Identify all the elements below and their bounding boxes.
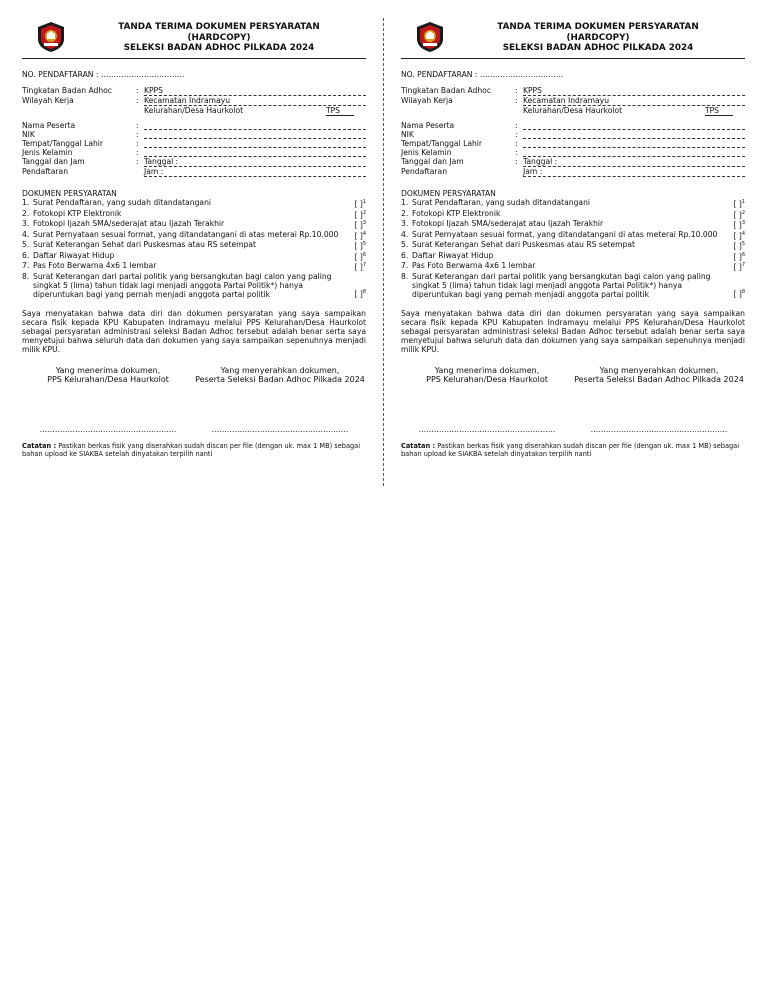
checklist-item: 2. Fotokopi KTP Elektronik [ ]$^2$ — [401, 208, 745, 220]
checkbox-bracket: [ ]$^2$ — [733, 209, 745, 220]
field-value-tanggal: Tanggal : — [523, 157, 745, 167]
field-label: Jenis Kelamin — [22, 148, 73, 157]
field-nik — [22, 130, 366, 139]
field-value-tanggal: Tanggal : — [144, 157, 366, 167]
field-label: NIK — [401, 130, 414, 139]
field-label: Tingkatan Badan Adhoc — [401, 86, 492, 95]
field-label: Nama Peserta — [22, 121, 76, 130]
field-colon: : — [515, 121, 518, 130]
signature-lines — [22, 425, 366, 434]
field-nik — [401, 130, 745, 139]
cut-line-divider — [383, 18, 384, 486]
document-checklist — [22, 189, 366, 299]
checklist-item: 4. Surat Pernyataan sesuai format, yang ditandatangani di atas meterai Rp.10.000 [ ]$^4$ — [22, 229, 366, 241]
signature-submitter: Yang menyerahkan dokumen, Peserta Seleksi Badan Adhoc Pilkada 2024 — [195, 365, 365, 385]
field-jk — [401, 148, 745, 157]
signature-block — [22, 366, 366, 385]
field-nama — [401, 121, 745, 130]
checklist-item: 6. Daftar Riwayat Hidup [ ]$^6$ — [401, 250, 745, 262]
field-colon: : — [515, 157, 518, 166]
checkbox-bracket: [ ]$^2$ — [354, 209, 366, 220]
signature-receiver: Yang menerima dokumen, PPS Kelurahan/Desa Haurkolot — [426, 365, 548, 385]
participant-fields — [401, 86, 745, 177]
checklist-item: 1. Surat Pendaftaran, yang sudah ditandatangani [ ]$^1$ — [401, 198, 745, 209]
title-line-3: SELEKSI BADAN ADHOC PILKADA 2024 — [502, 43, 694, 53]
kpu-logo-icon — [36, 21, 66, 53]
checklist-heading: DOKUMEN PERSYARATAN — [401, 189, 496, 198]
field-jam — [22, 167, 366, 177]
receipt-title-block — [451, 22, 745, 54]
field-value-tingkatan: KPPS — [523, 86, 745, 96]
title-line-2: (HARDCOPY) — [187, 32, 251, 43]
checkbox-bracket: [ ]$^4$ — [354, 230, 366, 241]
checklist-item: 4. Surat Pernyataan sesuai format, yang ditandatangani di atas meterai Rp.10.000 [ ]$^4$ — [401, 229, 745, 241]
field-wilayah — [401, 96, 745, 106]
field-tingkatan — [401, 86, 745, 96]
field-colon: : — [136, 157, 139, 166]
footnote-text: Pastikan berkas fisik yang diserahkan sudah discan per file (dengan uk. max 1 MB) sebagai bahan upload ke SIAKBA setelah dinyatakan terpilih nanti — [401, 441, 740, 458]
checklist-item: 3. Fotokopi Ijazah SMA/sederajat atau Ijazah Terakhir [ ]$^3$ — [401, 219, 745, 230]
field-nama — [22, 121, 366, 130]
signature-line-submitter: ……………………………………………… — [590, 424, 728, 434]
checklist-item: 3. Fotokopi Ijazah SMA/sederajat atau Ijazah Terakhir [ ]$^3$ — [22, 219, 366, 230]
field-value-wilayah: Kecamatan Indramayu — [144, 96, 366, 106]
field-value-nik — [523, 130, 745, 139]
title-line-1: TANDA TERIMA DOKUMEN PERSYARATAN — [118, 22, 320, 32]
field-colon: : — [136, 121, 139, 130]
signature-receiver: Yang menerima dokumen, PPS Kelurahan/Desa Haurkolot — [47, 365, 169, 385]
checkbox-bracket: [ ]$^6$ — [733, 251, 745, 262]
checkbox-bracket: [ ]$^8$ — [354, 289, 366, 299]
footnote-label: Catatan : — [401, 441, 436, 450]
field-label: Tempat/Tanggal Lahir — [401, 139, 483, 148]
field-wilayah-sub — [401, 106, 745, 116]
field-label: Wilayah Kerja — [401, 96, 453, 105]
receipt-copy-left — [22, 18, 366, 458]
title-line-2: (HARDCOPY) — [566, 32, 630, 43]
field-ttl — [22, 139, 366, 148]
checkbox-bracket: [ ]$^7$ — [354, 262, 366, 272]
field-value-kelurahan — [144, 106, 366, 116]
kpu-logo-icon — [415, 21, 445, 53]
checkbox-bracket: [ ]$^6$ — [354, 251, 366, 262]
field-label: Jenis Kelamin — [401, 148, 452, 157]
field-value-jam: Jam : — [523, 167, 745, 177]
kelurahan-value: Kelurahan/Desa Haurkolot — [523, 106, 623, 115]
registration-number: NO. PENDAFTARAN : …………………………… — [401, 70, 564, 79]
checkbox-bracket: [ ]$^5$ — [354, 241, 366, 251]
checkbox-bracket: [ ]$^8$ — [733, 289, 745, 299]
field-value-ttl — [144, 139, 366, 148]
checkbox-bracket: [ ]$^3$ — [354, 220, 366, 230]
footnote-text: Pastikan berkas fisik yang diserahkan sudah discan per file (dengan uk. max 1 MB) sebagai bahan upload ke SIAKBA setelah dinyatakan terpilih nanti — [22, 441, 361, 458]
declaration-statement: Saya menyatakan bahwa data diri dan dokumen persyaratan yang saya sampaikan secara fisik kepada KPU Kabupaten Indramayu melalui PPS Kelurahan/Desa Haurkolot sebagai persyaratan administrasi seleksi Badan Adhoc tersebut adalah benar serta saya menyetujui bahwa seluruh data dan dokumen yang saya sampaikan sepenuhnya menjadi milik KPU. — [22, 308, 366, 354]
field-ttl — [401, 139, 745, 148]
field-colon: : — [515, 130, 518, 139]
title-line-3: SELEKSI BADAN ADHOC PILKADA 2024 — [123, 43, 315, 53]
declaration-statement: Saya menyatakan bahwa data diri dan dokumen persyaratan yang saya sampaikan secara fisik kepada KPU Kabupaten Indramayu melalui PPS Kelurahan/Desa Haurkolot sebagai persyaratan administrasi seleksi Badan Adhoc tersebut adalah benar serta saya menyetujui bahwa seluruh data dan dokumen yang saya sampaikan sepenuhnya menjadi milik KPU. — [401, 308, 745, 354]
field-value-jk — [144, 148, 366, 157]
receipt-copy-right — [401, 18, 745, 458]
field-colon: : — [515, 86, 518, 95]
field-label: Tingkatan Badan Adhoc — [22, 86, 113, 95]
kelurahan-value: Kelurahan/Desa Haurkolot — [144, 106, 244, 115]
field-label: Wilayah Kerja — [22, 96, 74, 105]
participant-fields — [22, 86, 366, 177]
field-label: Nama Peserta — [401, 121, 455, 130]
field-colon: : — [136, 96, 139, 105]
signature-block — [401, 366, 745, 385]
field-wilayah-sub — [22, 106, 366, 116]
field-label: Tanggal dan Jam — [22, 157, 85, 166]
field-label: NIK — [22, 130, 35, 139]
document-checklist — [401, 189, 745, 299]
field-colon: : — [515, 148, 518, 157]
tps-label: TPS — [705, 106, 733, 116]
field-tingkatan — [22, 86, 366, 96]
checkbox-bracket: [ ]$^1$ — [354, 199, 366, 209]
field-jk — [22, 148, 366, 157]
field-value-ttl — [523, 139, 745, 148]
checklist-item: 1. Surat Pendaftaran, yang sudah ditandatangani [ ]$^1$ — [22, 198, 366, 209]
checklist-item: 5. Surat Keterangan Sehat dari Puskesmas atau RS setempat [ ]$^5$ — [22, 240, 366, 251]
checklist-item: 7. Pas Foto Berwarna 4x6 1 lembar [ ]$^7$ — [22, 261, 366, 272]
checklist-item: 8. Surat Keterangan dari partai politik yang bersangkutan bagi calon yang paling singkat 5 (lima) tahun tidak lagi menjadi anggota Partai Politik*) hanya diperuntukan bagi yang pernah menjadi anggota partai politik [ ]$^8$ — [22, 271, 366, 299]
footnote — [22, 442, 366, 458]
checkbox-bracket: [ ]$^4$ — [733, 230, 745, 241]
title-line-1: TANDA TERIMA DOKUMEN PERSYARATAN — [497, 22, 699, 32]
field-colon: : — [136, 139, 139, 148]
signature-line-receiver: ……………………………………………… — [39, 424, 177, 434]
checkbox-bracket: [ ]$^1$ — [733, 199, 745, 209]
field-colon: : — [515, 139, 518, 148]
tps-label: TPS — [326, 106, 354, 116]
checklist-item: 8. Surat Keterangan dari partai politik yang bersangkutan bagi calon yang paling singkat 5 (lima) tahun tidak lagi menjadi anggota Partai Politik*) hanya diperuntukan bagi yang pernah menjadi anggota partai politik [ ]$^8$ — [401, 271, 745, 299]
checklist-item: 5. Surat Keterangan Sehat dari Puskesmas atau RS setempat [ ]$^5$ — [401, 240, 745, 251]
checklist-item: 2. Fotokopi KTP Elektronik [ ]$^2$ — [22, 208, 366, 220]
field-value-tingkatan: KPPS — [144, 86, 366, 96]
checkbox-bracket: [ ]$^3$ — [733, 220, 745, 230]
receipt-header — [22, 18, 366, 59]
receipt-header — [401, 18, 745, 59]
field-value-nik — [144, 130, 366, 139]
field-value-wilayah: Kecamatan Indramayu — [523, 96, 745, 106]
field-colon: : — [136, 130, 139, 139]
receipt-title-block — [72, 22, 366, 54]
field-colon: : — [136, 148, 139, 157]
field-tanggal — [401, 157, 745, 167]
field-tanggal — [22, 157, 366, 167]
field-colon: : — [136, 86, 139, 95]
checklist-item: 6. Daftar Riwayat Hidup [ ]$^6$ — [22, 250, 366, 262]
signature-line-submitter: ……………………………………………… — [211, 424, 349, 434]
field-value-nama — [523, 121, 745, 130]
field-value-jam: Jam : — [144, 167, 366, 177]
field-label: Tempat/Tanggal Lahir — [22, 139, 104, 148]
checkbox-bracket: [ ]$^5$ — [733, 241, 745, 251]
field-wilayah — [22, 96, 366, 106]
signature-line-receiver: ……………………………………………… — [418, 424, 556, 434]
field-jam — [401, 167, 745, 177]
checklist-item: 7. Pas Foto Berwarna 4x6 1 lembar [ ]$^7$ — [401, 261, 745, 272]
footnote-label: Catatan : — [22, 441, 57, 450]
field-value-kelurahan — [523, 106, 745, 116]
field-label: Tanggal dan Jam — [401, 157, 464, 166]
field-label: Pendaftaran — [22, 167, 69, 176]
footnote — [401, 442, 745, 458]
field-colon: : — [515, 96, 518, 105]
field-value-jk — [523, 148, 745, 157]
checklist-heading: DOKUMEN PERSYARATAN — [22, 189, 117, 198]
checkbox-bracket: [ ]$^7$ — [733, 262, 745, 272]
field-label: Pendaftaran — [401, 167, 448, 176]
registration-number: NO. PENDAFTARAN : …………………………… — [22, 70, 185, 79]
signature-lines — [401, 425, 745, 434]
signature-submitter: Yang menyerahkan dokumen, Peserta Seleksi Badan Adhoc Pilkada 2024 — [574, 365, 744, 385]
field-value-nama — [144, 121, 366, 130]
